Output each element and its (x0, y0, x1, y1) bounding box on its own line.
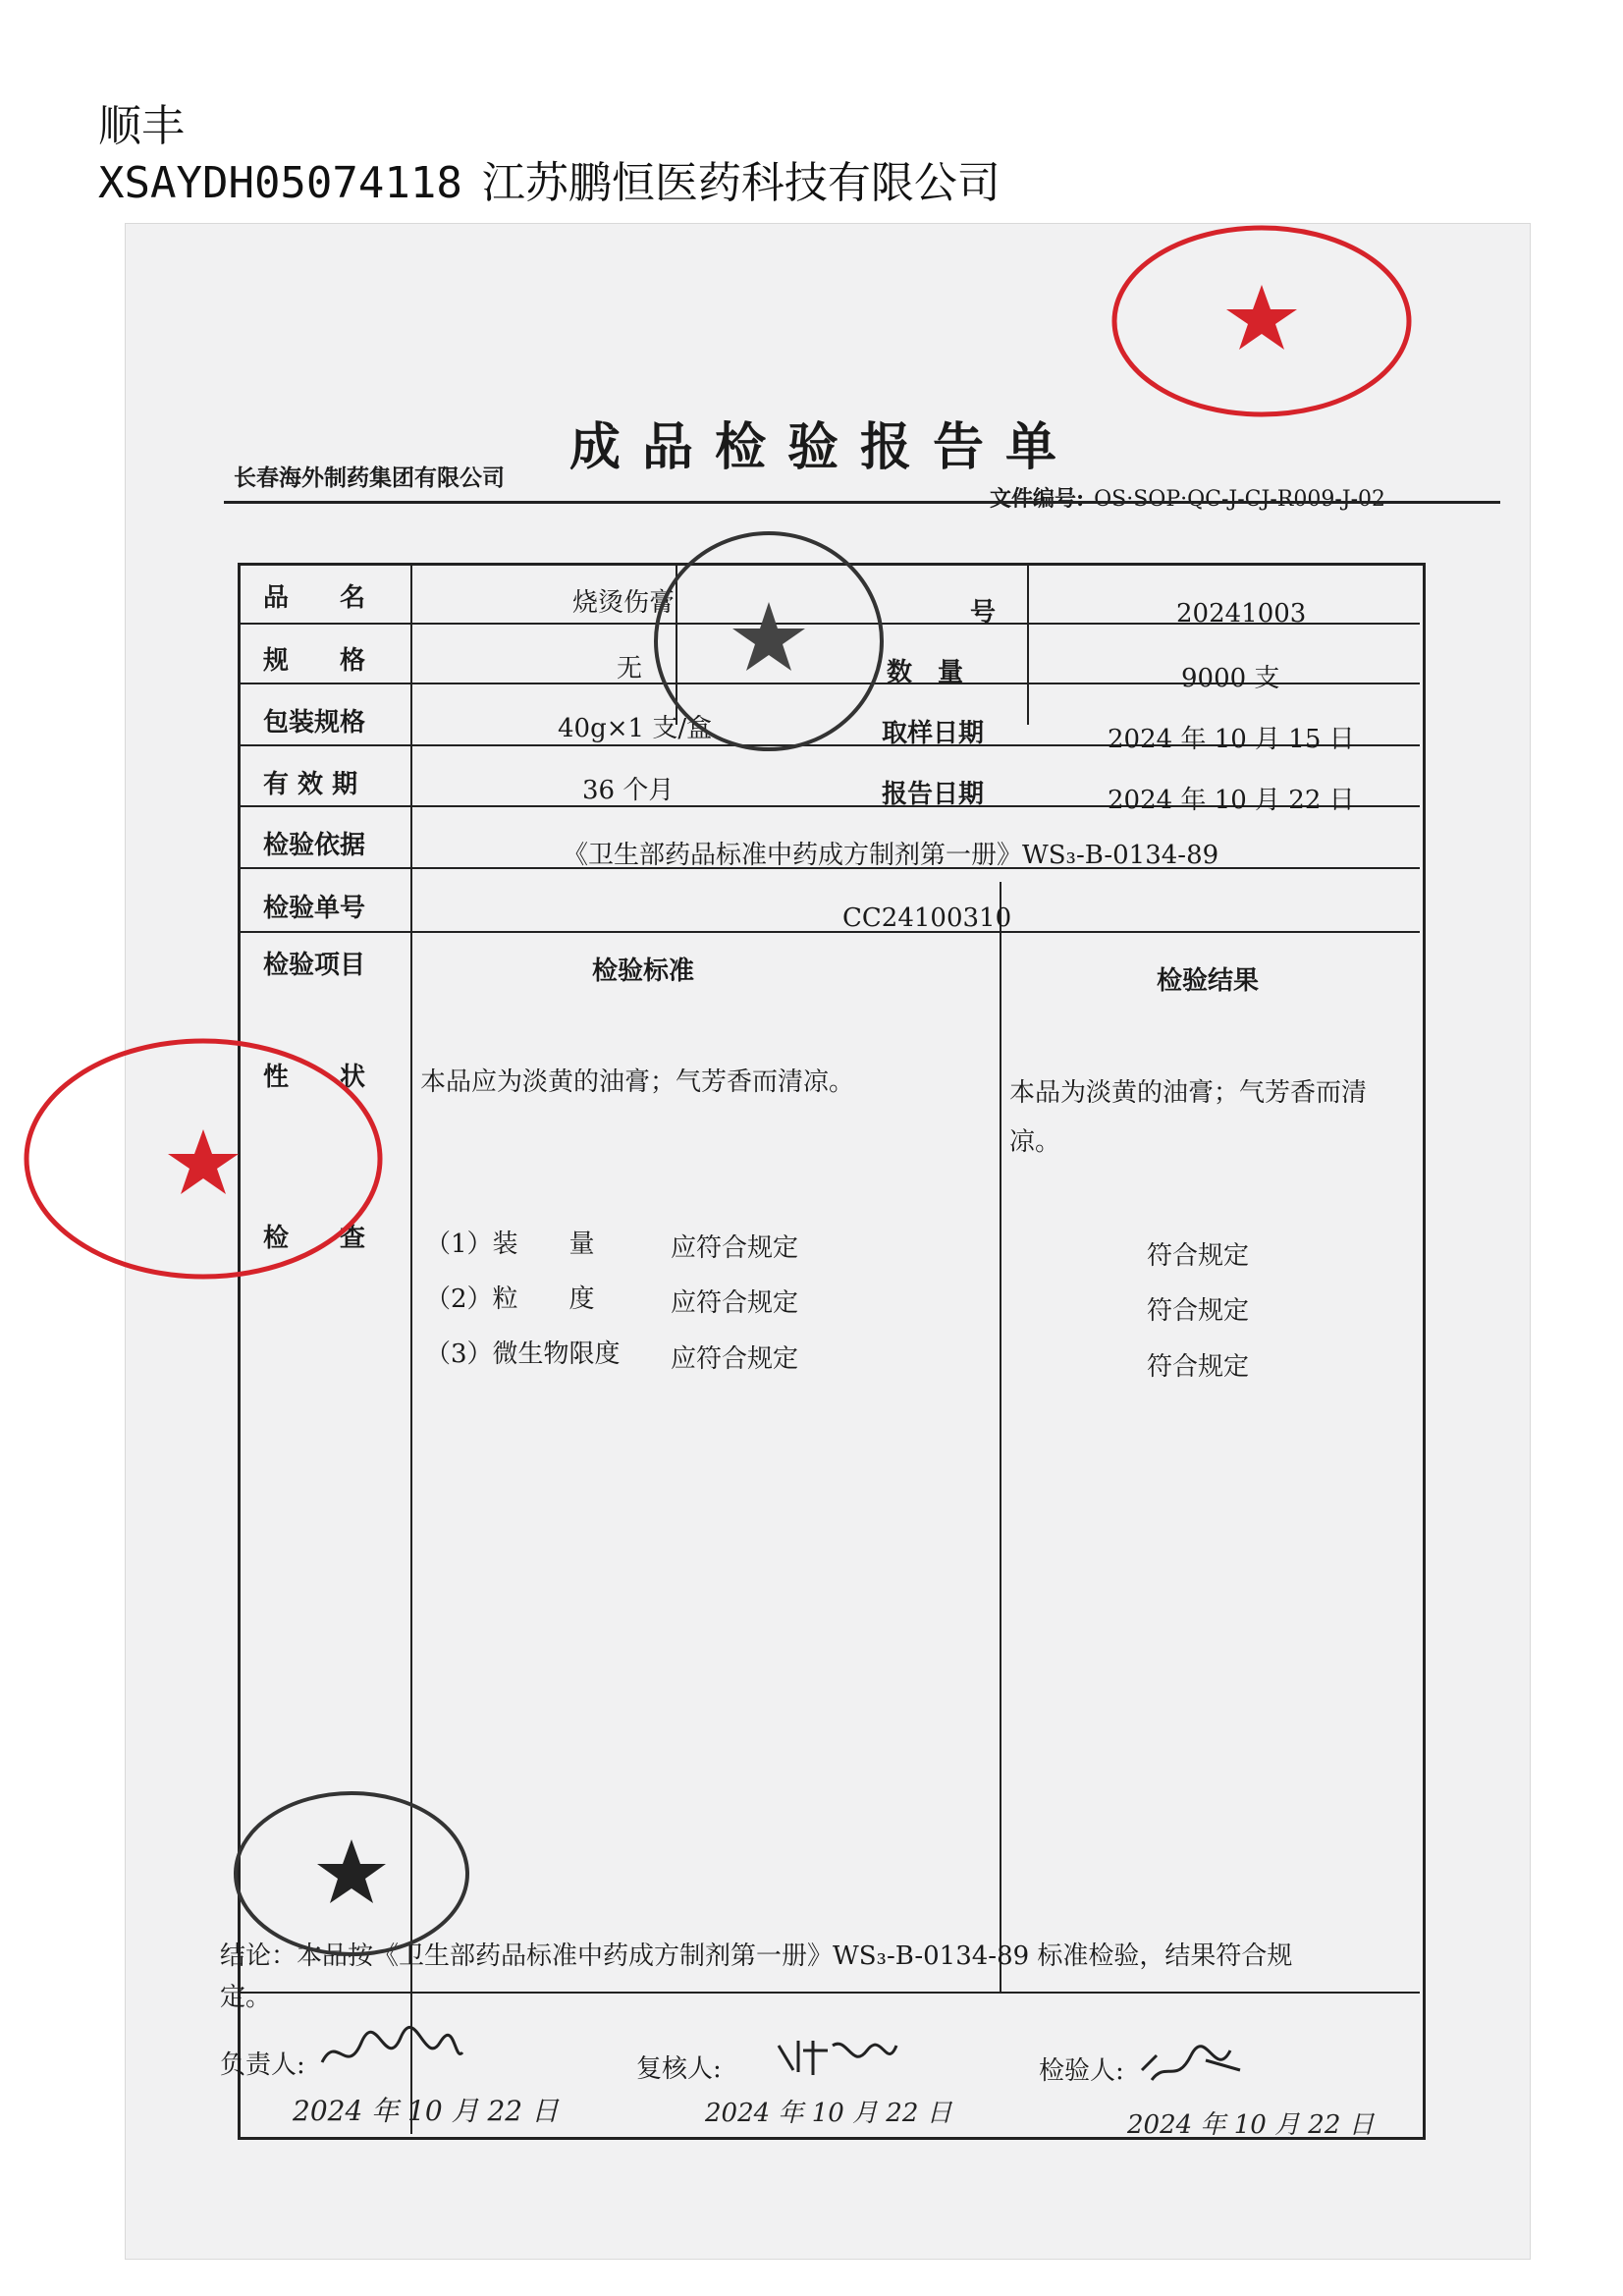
batch-label: 号 (970, 598, 997, 628)
star-icon (317, 1839, 386, 1903)
appearance-result-line2: 凉。 (1009, 1127, 1061, 1157)
check-label: 检 查 (263, 1224, 366, 1253)
validity-label: 有 效 期 (263, 770, 358, 799)
report-no-value: CC24100310 (842, 903, 1012, 933)
conclusion-line2: 定。 (220, 1983, 272, 2012)
manufacturer-name: 长春海外制药集团有限公司 (234, 465, 505, 491)
check-standard-3: 应符合规定 (671, 1344, 799, 1374)
result-header: 检验结果 (1157, 966, 1260, 996)
star-icon (168, 1129, 239, 1194)
check-result-3: 符合规定 (1147, 1352, 1250, 1382)
appearance-label: 性 状 (263, 1063, 366, 1092)
inspector-label: 检验人: (1039, 2056, 1124, 2086)
responsible-date: 2024 年 10 月 22 日 (293, 2095, 560, 2127)
check-standard-2: 应符合规定 (671, 1288, 799, 1318)
check-item-1: （1）装 量 (425, 1230, 595, 1259)
inspection-seal (646, 519, 892, 764)
star-icon (1226, 285, 1297, 350)
report-title: 成品检验报告单 (569, 417, 1079, 477)
waybill-line (98, 147, 1001, 210)
table-vline (1000, 882, 1001, 1992)
sample-date-label: 取样日期 (882, 719, 985, 748)
reviewer-date: 2024 年 10 月 22 日 (705, 2099, 952, 2128)
document-number (990, 482, 1385, 513)
courier-name: 顺丰 (98, 101, 185, 151)
reviewer-label: 复核人: (636, 2054, 722, 2084)
check-standard-1: 应符合规定 (671, 1233, 799, 1263)
appearance-standard: 本品应为淡黄的油膏；气芳香而清凉。 (420, 1067, 855, 1097)
responsible-signature (317, 2023, 464, 2082)
product-name-value: 烧烫伤膏 (572, 588, 676, 618)
waybill-number: XSAYDH05074118 (98, 158, 462, 208)
appearance-result-line1: 本品为淡黄的油膏；气芳香而清 (1009, 1078, 1368, 1108)
batch-value: 20241003 (1176, 599, 1307, 629)
check-item-3: （3）微生物限度 (425, 1339, 621, 1369)
yingdahui-bottom-seal (229, 1785, 474, 1962)
yingdahui-top-seal (1105, 218, 1419, 424)
recipient-company: 江苏鹏恒医药科技有限公司 (481, 158, 1001, 208)
quantity-value: 9000 支 (1181, 664, 1280, 693)
items-label: 检验项目 (263, 951, 366, 980)
report-no-label: 检验单号 (263, 894, 366, 923)
inspector-signature (1137, 2041, 1245, 2090)
star-icon (732, 602, 805, 671)
packaging-label: 包装规格 (263, 708, 366, 738)
document-number-value: OS·SOP·QC-J-CJ-R009-J-02 (1094, 487, 1386, 512)
header-rule (224, 501, 1500, 504)
conclusion-line1: 结论：本品按《卫生部药品标准中药成方制剂第一册》WS₃-B-0134-89 标准检验，结果符合规 (220, 1941, 1293, 1971)
quantity-label: 数 量 (887, 658, 964, 687)
inspector-date: 2024 年 10 月 22 日 (1127, 2110, 1375, 2140)
responsible-label: 负责人: (220, 2050, 305, 2080)
pengheng-seal (12, 1031, 395, 1286)
check-result-2: 符合规定 (1147, 1296, 1250, 1326)
reviewer-signature (774, 2031, 901, 2080)
spec-value: 无 (617, 654, 643, 683)
table-hline (238, 931, 1420, 933)
validity-value: 36 个月 (582, 776, 675, 805)
sample-date-value: 2024 年 10 月 15 日 (1108, 725, 1355, 754)
table-vline (1027, 563, 1029, 725)
report-date-value: 2024 年 10 月 22 日 (1108, 786, 1355, 815)
document-number-label: 文件编号: (990, 486, 1085, 512)
report-date-label: 报告日期 (882, 780, 985, 809)
basis-label: 检验依据 (263, 831, 366, 860)
check-result-1: 符合规定 (1147, 1241, 1250, 1271)
packaging-value: 40g×1 支/盒 (558, 714, 713, 743)
basis-value: 《卫生部药品标准中药成方制剂第一册》WS₃-B-0134-89 (563, 841, 1219, 870)
standard-header: 检验标准 (592, 957, 695, 986)
product-name-label: 品 名 (263, 583, 366, 613)
check-item-2: （2）粒 度 (425, 1285, 595, 1314)
spec-label: 规 格 (263, 646, 366, 676)
table-hline (238, 1992, 1420, 1994)
